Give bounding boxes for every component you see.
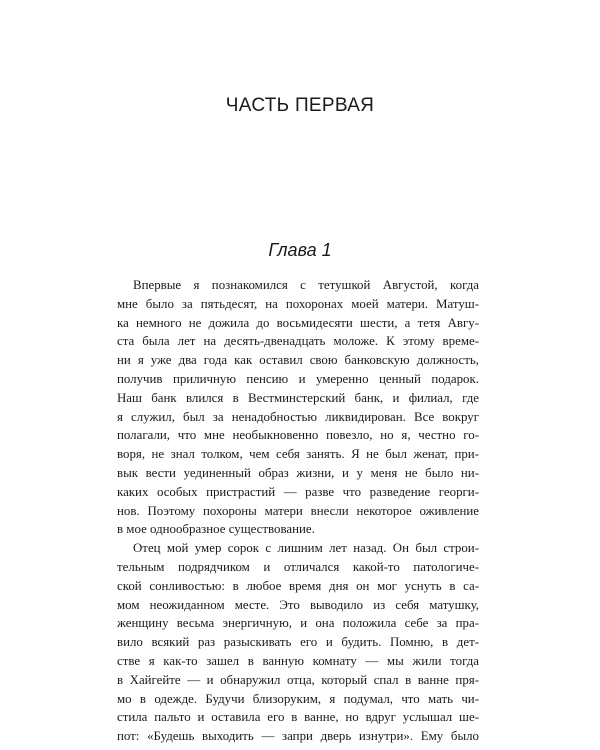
text-line: вык вести уединенный образ жизни, и у меня не было ни- [117, 465, 479, 480]
text-line: получив приличную пенсию и умеренно ценный подарок. [117, 371, 479, 386]
text-line: ста была лет на десять-двенадцать моложе. К этому време- [117, 334, 479, 349]
text-line: полагали, что мне необыкновенно повезло, но я, честно го- [117, 428, 479, 443]
text-line: стила пальто и оставила его в ванне, но вдруг услышал ше- [117, 710, 479, 725]
text-line: женщину весьма энергичную, и она положила себе за пра- [117, 616, 479, 631]
text-line: Наш банк влился в Вестминстерский банк, и филиал, где [117, 390, 479, 405]
text-line: мо в одежде. Будучи близоруким, я подумал, что мать чи- [117, 691, 479, 706]
text-line: нов. Поэтому похороны матери внесли некоторое оживление [117, 503, 479, 518]
text-line: Отец мой умер сорок с лишним лет назад. Он был строи- [133, 541, 479, 556]
chapter-body-text [117, 276, 479, 746]
text-line: вило всякий раз разыскивать его и будить. Помню, в дет- [117, 635, 479, 650]
text-line: стве я как-то зашел в ванную комнату — мы жили тогда [117, 653, 479, 668]
text-line: ка немного не дожила до восьмидесяти шести, а тетя Авгу- [117, 315, 479, 330]
text-line: пот: «Будешь выходить — запри дверь изнутри». Ему было [117, 729, 479, 744]
text-line: каких особых пристрастий — разве что разведение георги- [117, 484, 479, 499]
text-line: в мое однообразное существование. [117, 522, 315, 537]
text-line: ни я уже два года как оставил свою банковскую должность, [117, 353, 479, 368]
text-line: мом неожиданном месте. Это выводило из себя матушку, [117, 597, 479, 612]
text-line: воря, не знал толком, чем себя занять. Я не был женат, при- [117, 447, 479, 462]
part-title: ЧАСТЬ ПЕРВАЯ [225, 95, 375, 116]
text-line: ской сонливостью: в любое время дня он мог уснуть в са- [117, 578, 479, 593]
text-line: мне было за пятьдесят, на похоронах моей матери. Матуш- [117, 296, 479, 311]
text-line: в Хайгейте — и обнаружил отца, который спал в ванне пря- [117, 672, 479, 687]
text-line: я служил, был за ненадобностью ликвидирован. Все вокруг [117, 409, 479, 424]
text-line: тельным подрядчиком и отличался какой-то патологиче- [117, 559, 479, 574]
text-line: Впервые я познакомился с тетушкой Августой, когда [133, 278, 479, 292]
chapter-title: Глава 1 [268, 240, 332, 260]
